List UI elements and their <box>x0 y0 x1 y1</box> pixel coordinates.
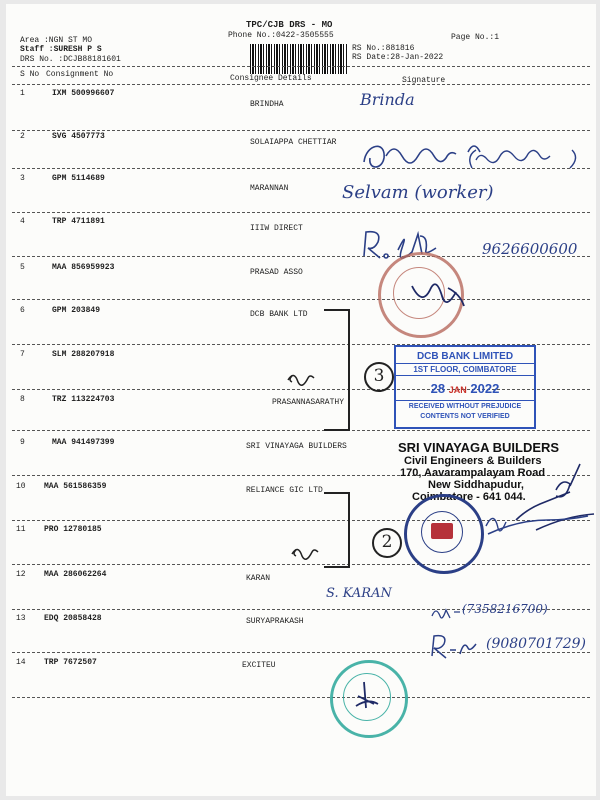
row-consignee: IIIW DIRECT <box>250 224 303 233</box>
builders-line3: New Siddhapudur, <box>428 479 524 491</box>
signature-tamil-2 <box>356 134 586 179</box>
row-consignment: TRP 7672507 <box>44 658 97 667</box>
row-sno: 9 <box>20 438 25 447</box>
row-consignment: MAA 286062264 <box>44 570 107 579</box>
builders-line1: Civil Engineers & Builders <box>404 455 542 467</box>
row-consignee: DCB BANK LTD <box>250 310 308 319</box>
row-consignment: GPM 5114689 <box>52 174 105 183</box>
row-sno: 13 <box>16 614 26 623</box>
row-divider <box>12 652 590 653</box>
row-consignee: BRINDHA <box>250 100 284 109</box>
signature-karan: S. KARAN <box>326 586 392 601</box>
row-sno: 3 <box>20 174 25 183</box>
bracket-rows-10-11 <box>324 492 350 568</box>
row-consignment: GPM 203849 <box>52 306 101 315</box>
row-sno: 6 <box>20 306 25 315</box>
row-consignee: SRI VINAYAGA BUILDERS <box>246 442 347 451</box>
row-consignment: MAA 856959923 <box>52 263 115 272</box>
builders-name: SRI VINAYAGA BUILDERS <box>398 440 560 455</box>
row-sno: 8 <box>20 395 25 404</box>
phone-row-4: 9626600600 <box>482 240 578 258</box>
row-divider <box>12 697 590 698</box>
header-rule-bottom <box>12 84 590 85</box>
seal-reliance <box>404 494 484 574</box>
stamp-year: 2022 <box>470 381 500 396</box>
col-consignment: Consignment No <box>46 70 114 79</box>
phone-row-13: (7358216700) <box>462 602 548 616</box>
rs-date: RS Date:28-Jan-2022 <box>352 53 444 62</box>
barcode <box>250 44 348 74</box>
row-sno: 1 <box>20 89 25 98</box>
row-sno: 10 <box>16 482 26 491</box>
row-consignee: SURYAPRAKASH <box>246 617 304 626</box>
row-sno: 14 <box>16 658 26 667</box>
row-consignment: IXM 500996607 <box>52 89 115 98</box>
row-consignment: MAA 561586359 <box>44 482 107 491</box>
dcb-bank-stamp <box>394 345 536 429</box>
bracket-rows-6-8 <box>324 309 350 431</box>
signature-row-14 <box>426 632 482 660</box>
signature-row-5 <box>408 274 468 314</box>
row-sno: 12 <box>16 570 26 579</box>
col-sno: S No <box>20 70 40 79</box>
row-divider <box>12 564 590 565</box>
row-consignment: SLM 288207918 <box>52 350 115 359</box>
stamp-branch: 1ST FLOOR, COIMBATORE <box>396 364 534 376</box>
circled-number-2: 2 <box>372 528 402 558</box>
delivery-run-sheet <box>6 4 596 796</box>
row-consignee: EXCITEU <box>242 661 276 670</box>
area-label: Area :NGN ST MO <box>20 36 93 45</box>
page-number: Page No.:1 <box>451 33 500 42</box>
builders-line2: 170, Aavarampalayam Road <box>400 467 546 479</box>
header-rule <box>12 66 590 67</box>
row-sno: 11 <box>16 525 26 534</box>
signature-selvam: Selvam (worker) <box>342 182 494 203</box>
row-consignee: PRASAD ASSO <box>250 268 303 277</box>
signature-brinda: Brinda <box>360 90 415 109</box>
row-sno: 7 <box>20 350 25 359</box>
row-consignment: TRZ 113224703 <box>52 395 115 404</box>
row-sno: 2 <box>20 132 25 141</box>
staff-label: Staff :SURESH P S <box>20 45 102 54</box>
row-consignment: SVG 4507773 <box>52 132 105 141</box>
phone-row-14: (9080701729) <box>486 636 586 652</box>
row-sno: 5 <box>20 263 25 272</box>
stamp-bank-name: DCB BANK LIMITED <box>396 351 534 364</box>
row-consignment: PRO 12780185 <box>44 525 102 534</box>
phone-number: Phone No.:0422-3505555 <box>228 31 334 40</box>
row-consignment: EDQ 20858428 <box>44 614 102 623</box>
stamp-day: 28 <box>430 381 446 396</box>
row-consignment: TRP 4711891 <box>52 217 105 226</box>
signature-row-10 <box>482 504 594 540</box>
row-consignee: PRASANNASARATHY <box>272 398 345 407</box>
row-divider <box>12 430 590 431</box>
col-signature: Signature <box>402 76 446 85</box>
row-sno: 4 <box>20 217 25 226</box>
row-consignment: MAA 941497399 <box>52 438 115 447</box>
stamp-received: RECEIVED WITHOUT PREJUDICE <box>396 400 534 411</box>
stamp-contents: CONTENTS NOT VERIFIED <box>420 413 510 420</box>
circled-number-3: 3 <box>364 362 394 392</box>
col-consignee: Consignee Details <box>230 74 312 83</box>
row-divider <box>12 130 590 131</box>
sheet-title: TPC/CJB DRS - MO <box>246 20 333 30</box>
row-consignee: MARANNAN <box>250 184 289 193</box>
row-consignee: KARAN <box>246 574 271 583</box>
signature-exciteu <box>346 676 386 716</box>
stamp-month: JAN <box>448 385 467 395</box>
signature-row-13 <box>428 602 464 620</box>
builders-line4: Coimbatore - 641 044. <box>412 491 526 503</box>
initials-row-7 <box>286 368 316 388</box>
drs-number: DRS No. :DCJB88181601 <box>20 55 121 64</box>
row-divider <box>12 299 590 300</box>
stamp-date <box>396 376 534 400</box>
rs-number: RS No.:881816 <box>352 44 415 53</box>
row-consignee: SOLAIAPPA CHETTIAR <box>250 138 337 147</box>
row-consignee: RELIANCE GIC LTD <box>246 486 323 495</box>
row-divider <box>12 212 590 213</box>
initials-row-11 <box>290 542 320 562</box>
